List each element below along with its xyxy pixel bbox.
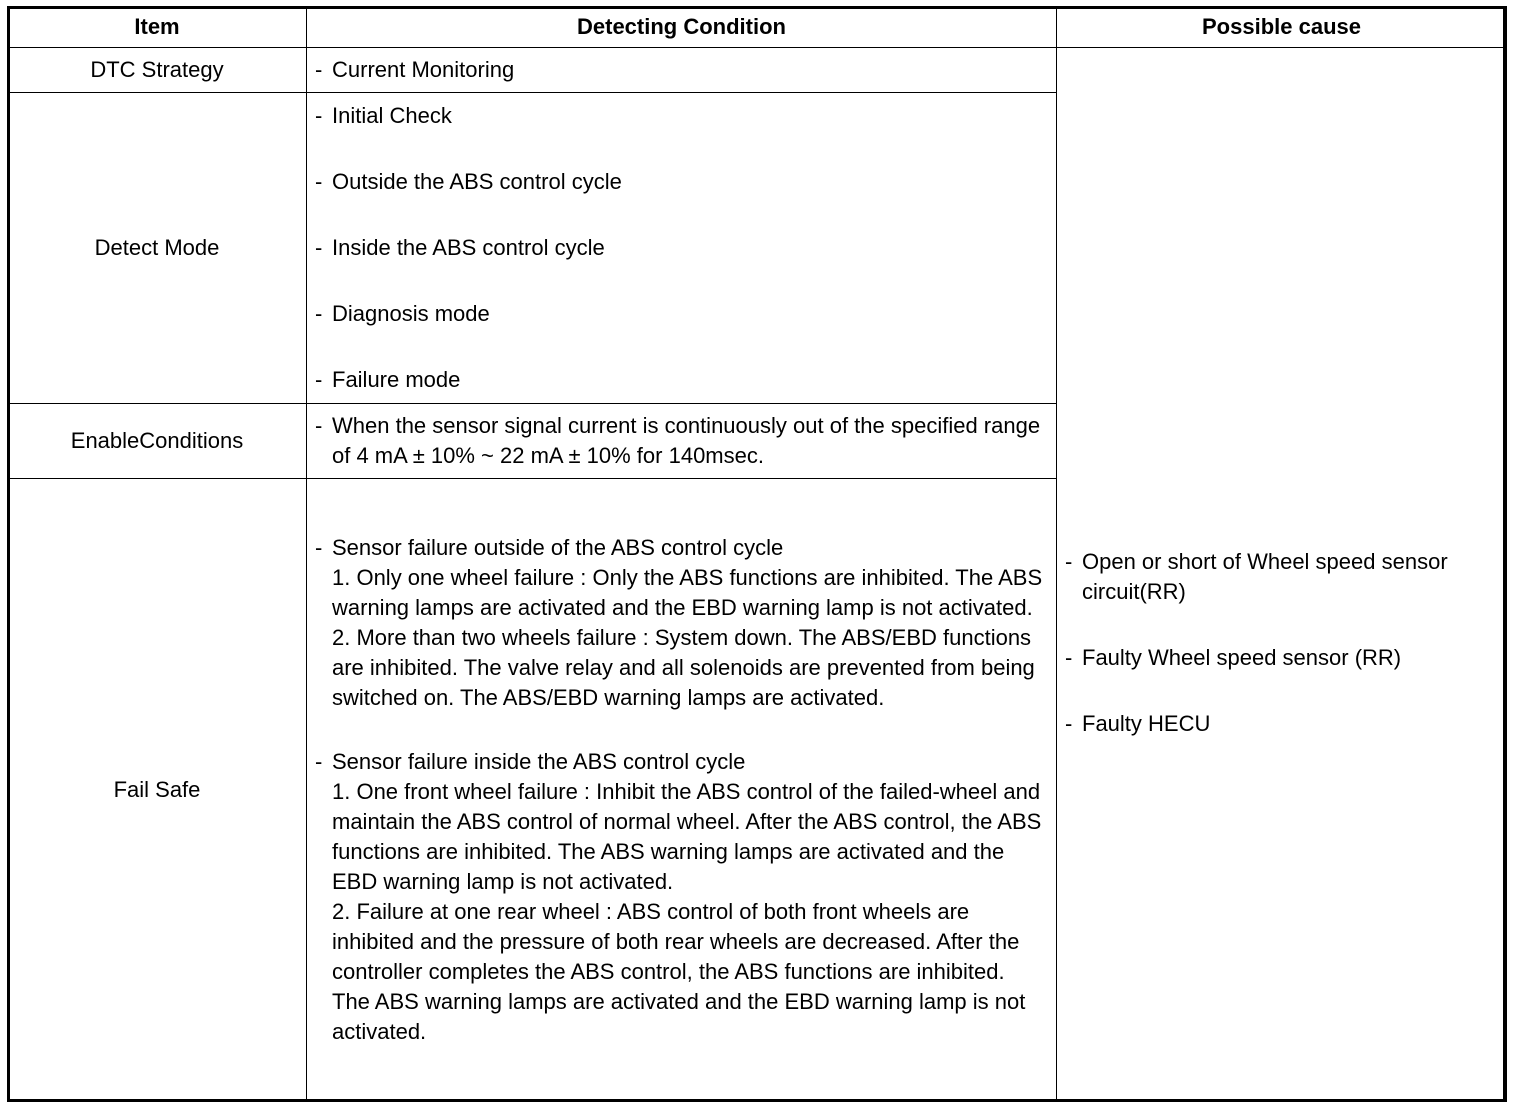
- mode-item: - Inside the ABS control cycle: [315, 235, 605, 260]
- mode-item: - Initial Check: [315, 103, 452, 128]
- cause-text: Faulty HECU: [1082, 710, 1211, 736]
- fail-safe-outside-title: Sensor failure outside of the ABS control cycle: [332, 535, 784, 560]
- mode-item: - Failure mode: [315, 367, 461, 392]
- item-fail-safe: Fail Safe: [8, 479, 307, 1102]
- condition-text: When the sensor signal current is continuously out of the specified range of 4 mA ± 10% ~ 22 mA ± 10% for 140msec.: [332, 413, 1041, 468]
- cause-item: - Faulty Wheel speed sensor (RR): [1065, 643, 1498, 673]
- item-dtc-strategy: DTC Strategy: [8, 48, 307, 93]
- cause-text: Faulty Wheel speed sensor (RR): [1082, 644, 1402, 670]
- mode-item: - Outside the ABS control cycle: [315, 169, 622, 194]
- header-item: Item: [8, 7, 307, 48]
- fail-safe-point: 1. Only one wheel failure : Only the ABS functions are inhibited. The ABS warning lamps are activated and the EBD warning lamp is not activated.: [332, 565, 1043, 620]
- mode-item: - Diagnosis mode: [315, 301, 490, 326]
- item-detect-mode: Detect Mode: [8, 93, 307, 404]
- cause-text: Open or short of Wheel speed sensor circuit(RR): [1082, 548, 1448, 604]
- fail-safe-inside: - Sensor failure inside the ABS control cycle 1. One front wheel failure : Inhibit the ABS control of the failed-wheel and maintain the ABS control of normal wheel. After the ABS control, the ABS functions are inhibited. The ABS warning lamps are activated and the EBD warning lamp is not activated. 2. Failure at one rear wheel : ABS control of both front wheels are inhibited and the pressure of both rear wheels are decreased. After the controller completes the ABS control, the ABS functions are inhibited. The ABS warning lamps are activated and the EBD warning lamp is not activated.: [315, 747, 1048, 1047]
- cause-item: - Open or short of Wheel speed sensor circuit(RR): [1065, 547, 1498, 607]
- fail-safe-point: 1. One front wheel failure : Inhibit the ABS control of the failed-wheel and maintain the ABS control of normal wheel. After the ABS control, the ABS functions are inhibited. The ABS warning lamps are activated and the EBD warning lamp is not activated.: [332, 779, 1042, 894]
- bullet-dash: -: [315, 57, 323, 82]
- header-detecting-condition: Detecting Condition: [307, 7, 1057, 48]
- fail-safe-inside-title: Sensor failure inside the ABS control cycle: [332, 749, 746, 774]
- fail-safe-outside: - Sensor failure outside of the ABS control cycle 1. Only one wheel failure : Only the ABS functions are inhibited. The ABS warning lamps are activated and the EBD warning lamp is not activated. 2. More than two wheels failure : System down. The ABS/EBD functions are inhibited. The valve relay and all solenoids are prevented from being switched on. The ABS/EBD warning lamps are activated.: [315, 533, 1048, 713]
- table-outer-border: [7, 6, 1506, 1102]
- fail-safe-point: 2. Failure at one rear wheel : ABS control of both front wheels are inhibited and the pressure of both rear wheels are decreased. After the controller completes the ABS control, the ABS functions are inhibited. The ABS warning lamps are activated and the EBD warning lamp is not activated.: [332, 899, 1026, 1044]
- condition-text: Current Monitoring: [332, 57, 515, 82]
- cause-item: - Faulty HECU: [1065, 709, 1498, 739]
- header-possible-cause: Possible cause: [1057, 7, 1507, 48]
- item-enable-conditions: EnableConditions: [8, 404, 307, 479]
- fail-safe-point: 2. More than two wheels failure : System down. The ABS/EBD functions are inhibited. The valve relay and all solenoids are prevented from being switched on. The ABS/EBD warning lamps are activated.: [332, 625, 1035, 710]
- condition-enable-conditions: - When the sensor signal current is continuously out of the specified range of 4 mA ± 10% ~ 22 mA ± 10% for 140msec.: [307, 404, 1057, 479]
